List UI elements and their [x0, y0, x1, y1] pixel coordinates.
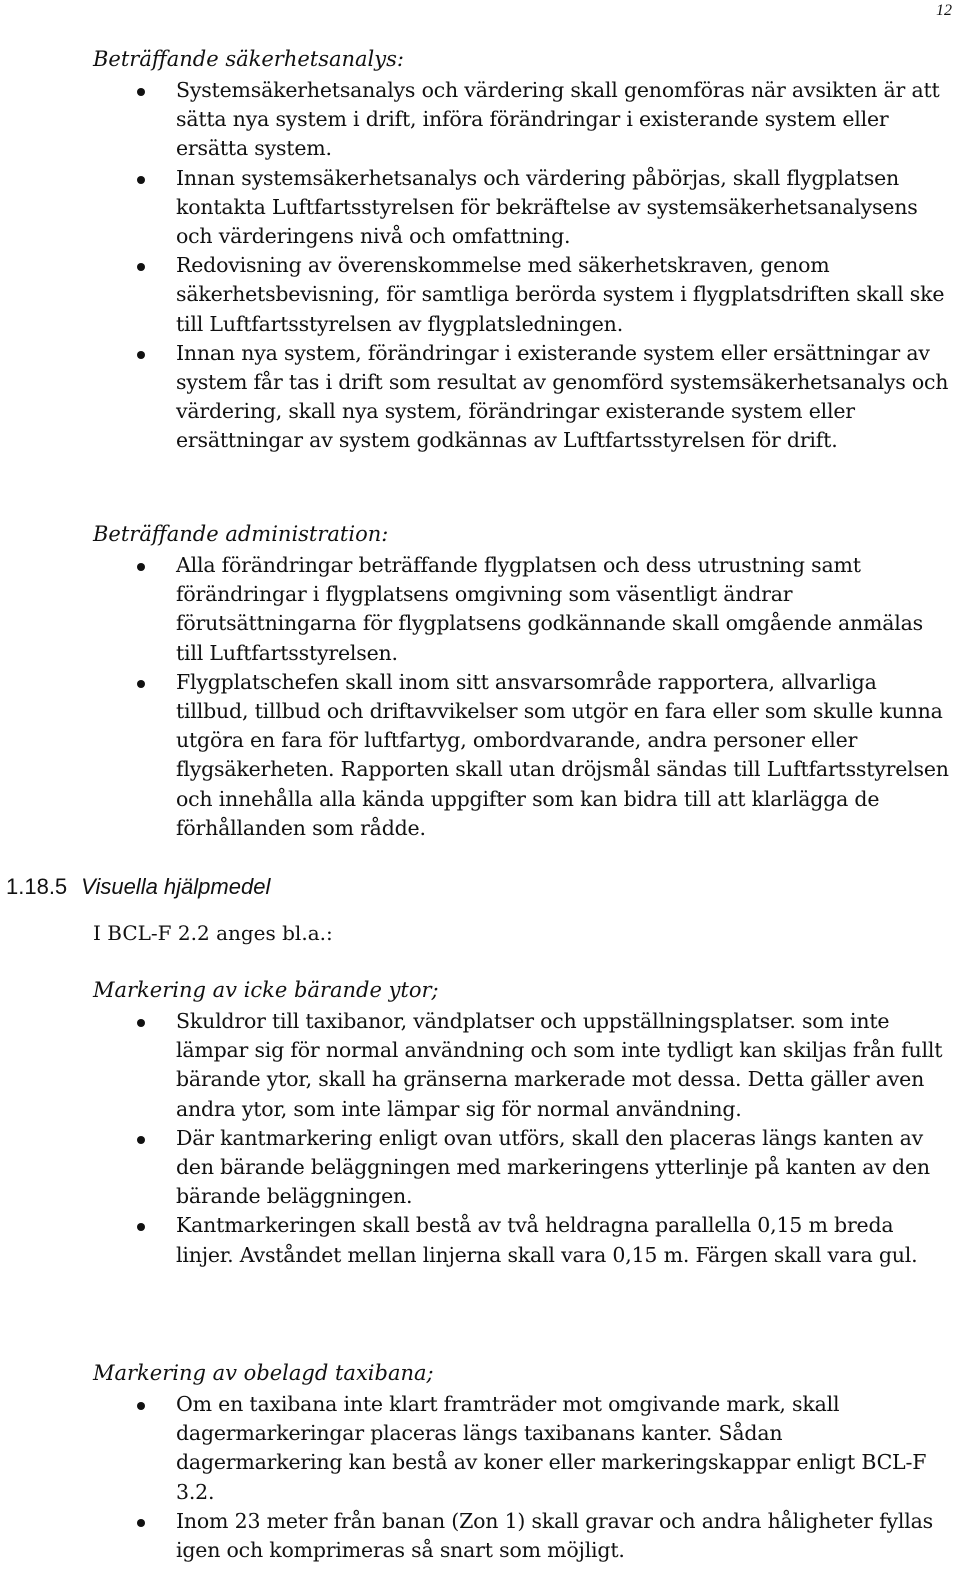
- section-number: 1.18.5: [6, 874, 68, 899]
- list-item: Skuldror till taxibanor, vändplatser och uppställningsplatser. som inte lämpar sig för normal användning och som inte tydligt kan skiljas från fullt bärande ytor, skall ha gränserna markerade mot dessa. Detta gäller aven andra ytor, som inte lämpar sig för normal användning.: [0, 1007, 960, 1124]
- heading-non-bearing-marking: Markering av icke bärande ytor;: [93, 978, 439, 1002]
- list-item: Redovisning av överenskommelse med säkerhetskraven, genom säkerhetsbevisning, för samtliga berörda system i flygplatsdriften skall ske till Luftfartsstyrelsen av flygplatsledningen.: [0, 251, 960, 339]
- list-item: Flygplatschefen skall inom sitt ansvarsområde rapportera, allvarliga tillbud, tillbud och driftavvikelser som utgör en fara eller som skulle kunna utgöra en fara för luftfartyg, ombordvarande, andra personer eller flygsäkerheten. Rapporten skall utan dröjsmål sändas till Luftfartsstyrelsen och innehålla alla kända uppgifter som kan bidra till att klarlägga de förhållanden som rådde.: [0, 668, 960, 843]
- heading-unpaved-taxiway: Markering av obelagd taxibana;: [93, 1361, 434, 1385]
- list-item: Om en taxibana inte klart framträder mot omgivande mark, skall dagermarkeringar placeras längs taxibanans kanter. Sådan dagermarkering kan bestå av koner eller markeringskappar enligt BCL-F 3.2.: [0, 1390, 960, 1507]
- section-title: Visuella hjälpmedel: [81, 874, 271, 899]
- list-item: Kantmarkeringen skall bestå av två heldragna parallella 0,15 m breda linjer. Avståndet mellan linjerna skall vara 0,15 m. Färgen skall vara gul.: [0, 1211, 960, 1269]
- list-item: Alla förändringar beträffande flygplatsen och dess utrustning samt förändringar i flygplatsens omgivning som väsentligt ändrar förutsättningarna för flygplatsens godkännande skall omgående anmälas till Luftfartsstyrelsen.: [0, 551, 960, 668]
- list-item: Innan nya system, förändringar i existerande system eller ersättningar av system får tas i drift som resultat av genomförd systemsäkerhetsanalys och värdering, skall nya system, förändringar existerande system eller ersättningar av system godkännas av Luftfartsstyrelsen för drift.: [0, 339, 960, 456]
- list-item: Innan systemsäkerhetsanalys och värdering påbörjas, skall flygplatsen kontakta Luftfartsstyrelsen för bekräftelse av systemsäkerhetsanalysens och värderingens nivå och omfattning.: [0, 164, 960, 252]
- administration-list: [0, 551, 960, 843]
- heading-safety-analysis: Beträffande säkerhetsanalys:: [93, 47, 404, 71]
- section-heading-visual-aids: [6, 872, 270, 902]
- safety-analysis-list: [0, 76, 960, 456]
- heading-administration: Beträffande administration:: [93, 522, 389, 546]
- list-item: Systemsäkerhetsanalys och värdering skall genomföras när avsikten är att sätta nya system i drift, införa förändringar i existerande system eller ersätta system.: [0, 76, 960, 164]
- list-item: Inom 23 meter från banan (Zon 1) skall gravar och andra håligheter fyllas igen och komprimeras så snart som möjligt.: [0, 1507, 960, 1565]
- visual-aids-intro: I BCL-F 2.2 anges bl.a.:: [93, 921, 333, 945]
- non-bearing-list: [0, 1007, 960, 1270]
- list-item: Där kantmarkering enligt ovan utförs, skall den placeras längs kanten av den bärande beläggningen med markeringens ytterlinje på kanten av den bärande beläggningen.: [0, 1124, 960, 1212]
- page-number: 12: [936, 2, 952, 19]
- unpaved-taxiway-list: [0, 1390, 960, 1565]
